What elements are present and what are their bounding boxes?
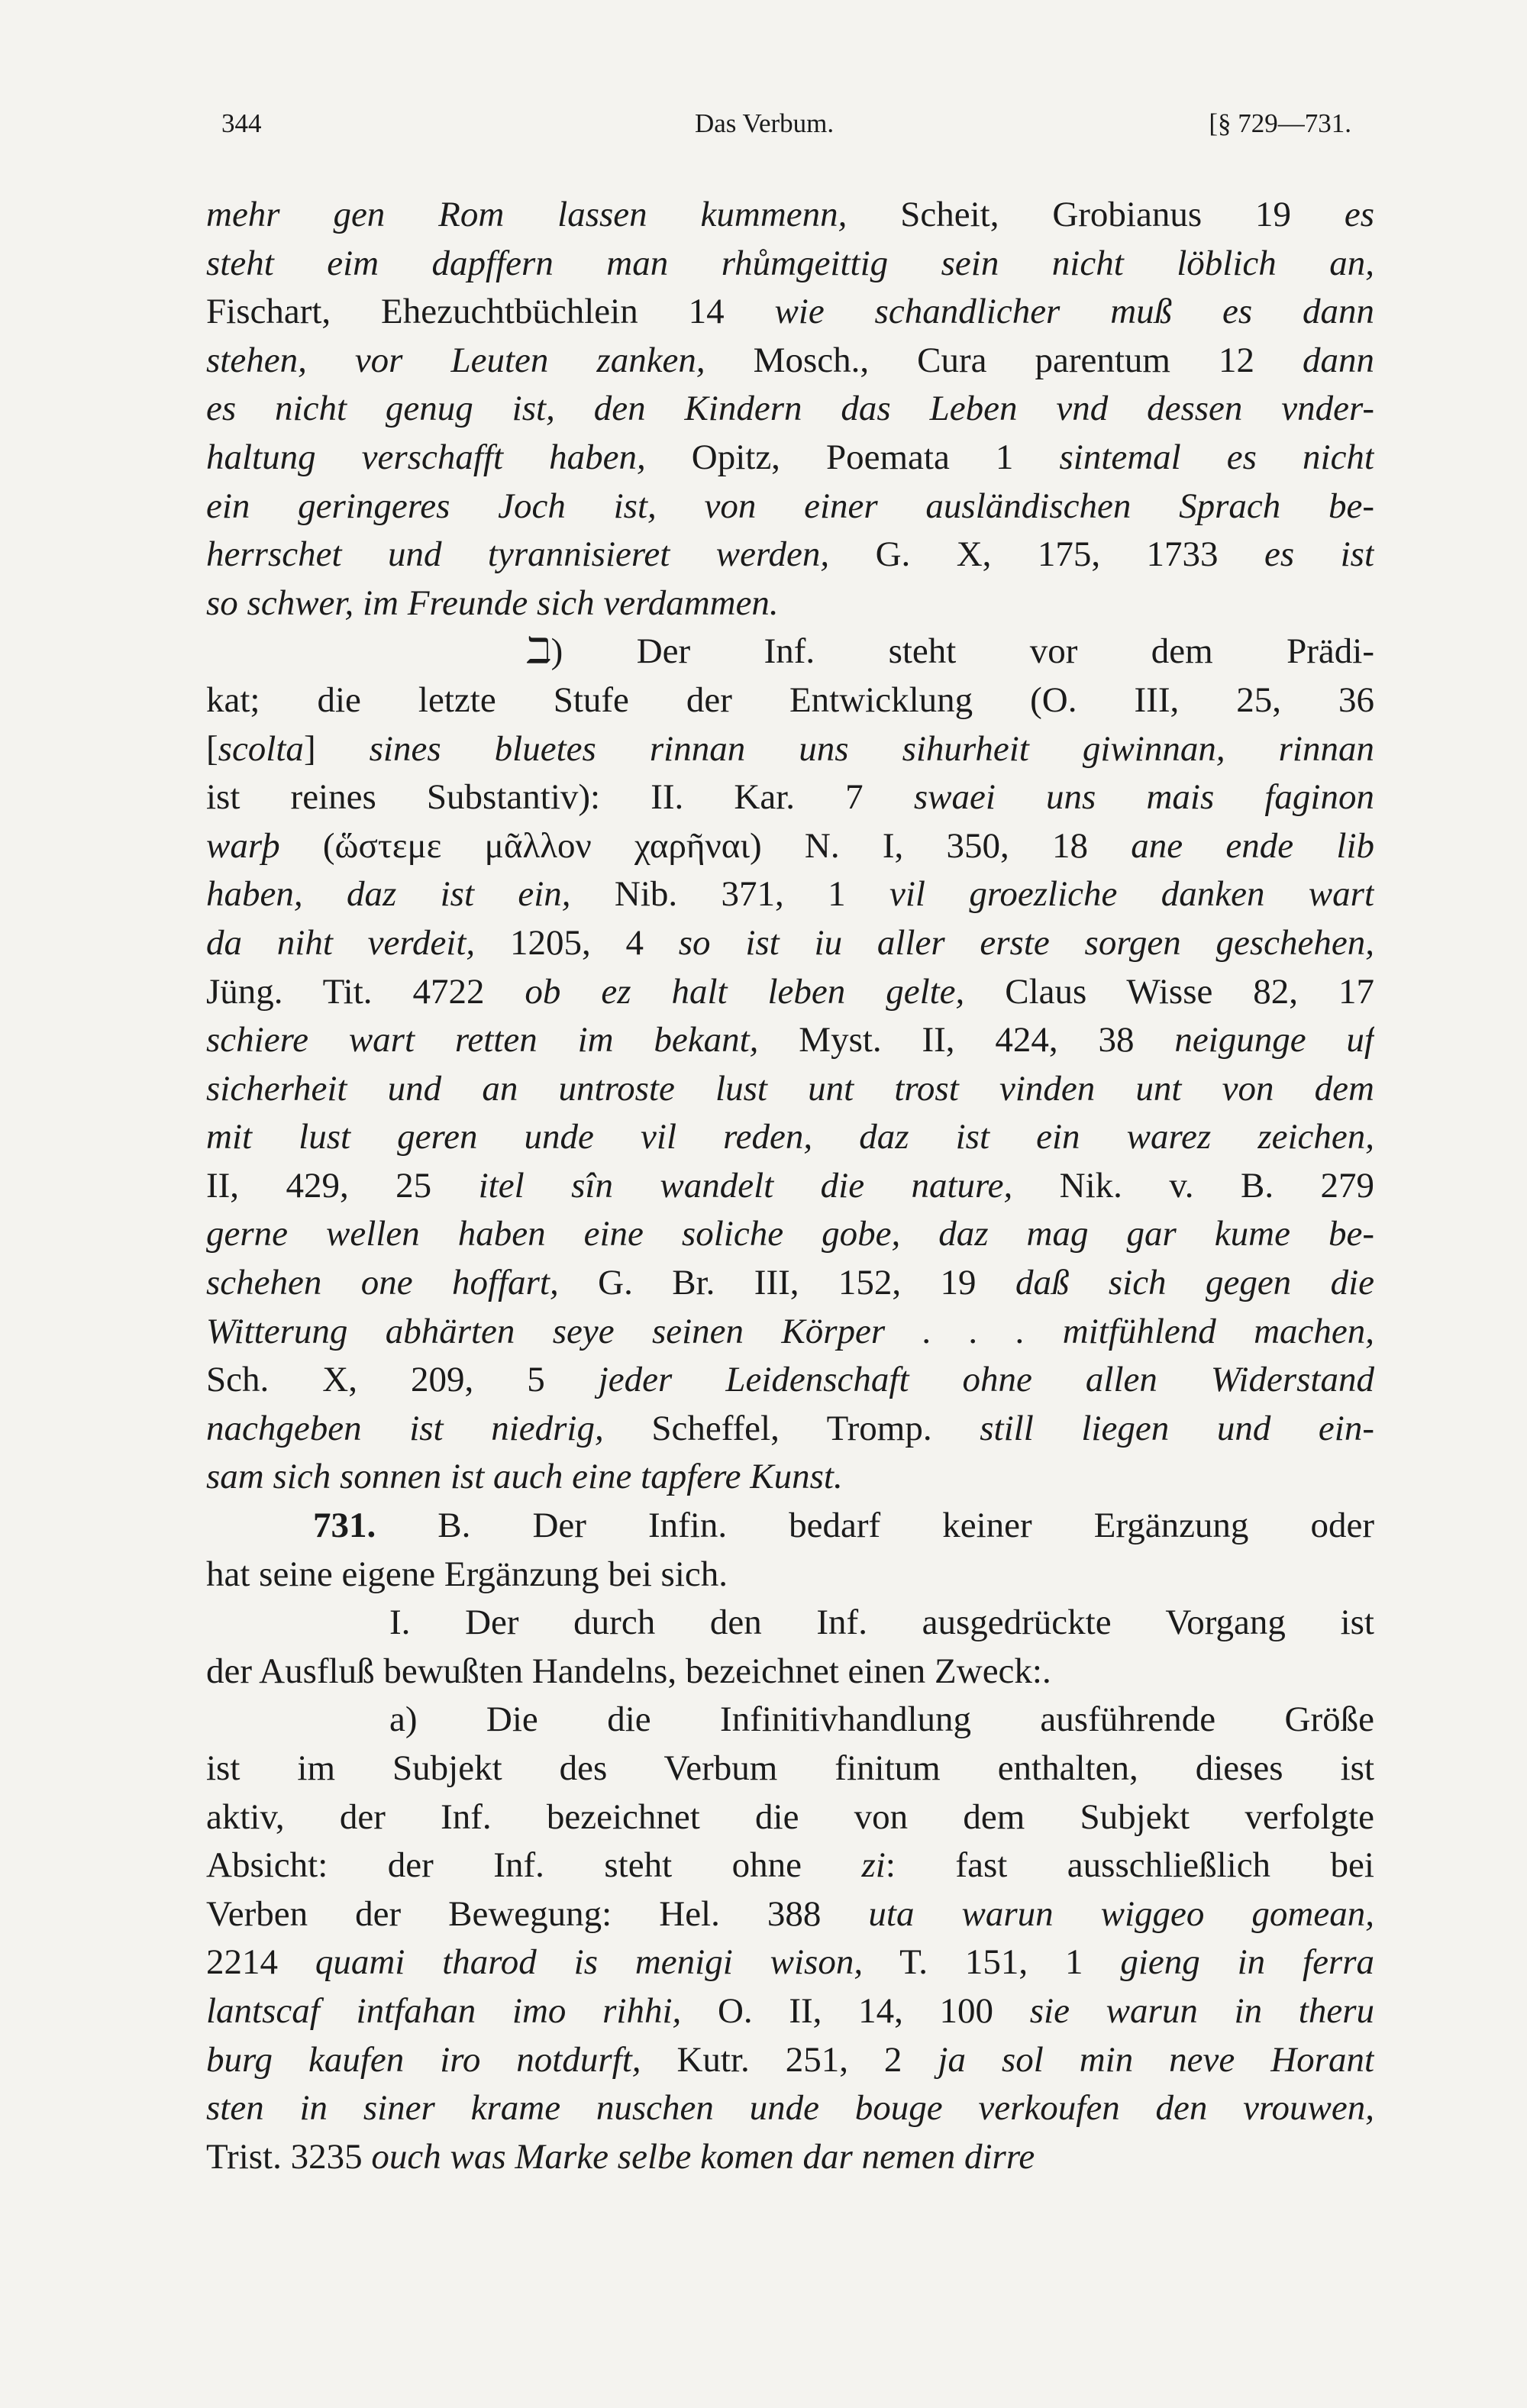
text-run: es nicht genug ist, den Kindern das Leben vnd dessen vnder- bbox=[206, 389, 1374, 429]
text-line bbox=[206, 2133, 1374, 2182]
text-line bbox=[206, 1793, 1374, 1842]
text-line bbox=[206, 628, 1374, 676]
text-run: Witterung abhärten seye seinen Körper . . . mitfühlend machen, bbox=[206, 1311, 1374, 1351]
text-run: Fischart, Ehezuchtbüchlein 14 bbox=[206, 292, 775, 332]
text-line bbox=[206, 1405, 1374, 1454]
text-line bbox=[206, 1113, 1374, 1162]
text-line bbox=[206, 1259, 1374, 1308]
text-run: Claus Wisse 82, 17 bbox=[964, 971, 1374, 1012]
text-run: es bbox=[1344, 195, 1374, 234]
text-line bbox=[206, 1016, 1374, 1065]
text-line bbox=[206, 1453, 1374, 1502]
text-run: ane ende lib bbox=[1131, 825, 1374, 866]
text-line bbox=[206, 531, 1374, 579]
text-run: Jüng. Tit. 4722 bbox=[206, 971, 525, 1012]
text-run: II, 429, 25 bbox=[206, 1165, 479, 1206]
text-run: herrschet und tyrannisieret werden, bbox=[206, 534, 830, 575]
text-line bbox=[206, 337, 1374, 386]
text-run: Opitz, Poemata 1 bbox=[645, 437, 1060, 477]
text-run: stehen, vor Leuten zanken, bbox=[206, 340, 705, 380]
text-run: T. 151, 1 bbox=[863, 1942, 1121, 1983]
running-title: Das Verbum. bbox=[695, 108, 835, 138]
text-run: mit lust geren unde vil reden, daz ist ein warez zeichen, bbox=[206, 1117, 1374, 1157]
text-line bbox=[206, 1696, 1374, 1745]
text-run: Trist. 3235 bbox=[206, 2136, 372, 2177]
text-line bbox=[206, 822, 1374, 871]
text-run: Nik. v. B. 279 bbox=[1012, 1165, 1374, 1206]
text-run: ist im Subjekt des Verbum finitum enthalten, dieses ist bbox=[206, 1748, 1374, 1788]
text-run: 731. bbox=[313, 1506, 376, 1546]
text-run: ] bbox=[303, 728, 370, 769]
text-line bbox=[206, 1890, 1374, 1939]
text-run: Mosch., Cura parentum 12 bbox=[705, 340, 1303, 380]
text-line bbox=[206, 385, 1374, 434]
text-line bbox=[206, 1308, 1374, 1357]
text-run: Myst. II, 424, 38 bbox=[758, 1020, 1175, 1060]
text-run: ein geringeres Joch ist, von einer ausländischen Sprach be- bbox=[206, 486, 1374, 526]
text-line bbox=[206, 968, 1374, 1017]
text-line bbox=[206, 1938, 1374, 1987]
section-range: [§ 729—731. bbox=[1209, 108, 1351, 138]
text-run: a) Die die Infinitivhandlung ausführende Größe bbox=[389, 1699, 1374, 1740]
text-run: so ist iu aller erste sorgen geschehen, bbox=[678, 922, 1374, 963]
text-line bbox=[206, 1502, 1374, 1551]
text-line bbox=[206, 676, 1374, 725]
text-run: nachgeben ist niedrig, bbox=[206, 1408, 604, 1448]
text-line bbox=[206, 579, 1374, 628]
text-line bbox=[206, 191, 1374, 240]
text-run: schiere wart retten im bekant, bbox=[206, 1020, 759, 1060]
text-run: still liegen und ein- bbox=[980, 1408, 1374, 1448]
text-run: [ bbox=[206, 728, 218, 769]
text-run: hat seine eigene Ergänzung bei sich. bbox=[206, 1554, 728, 1594]
text-run: O. II, 14, 100 bbox=[681, 1990, 1030, 2031]
text-run: schehen one hoffart, bbox=[206, 1263, 559, 1303]
text-run: ob ez halt leben gelte, bbox=[525, 971, 965, 1012]
text-run: sie warun in theru bbox=[1029, 1990, 1374, 2031]
text-run: Nib. 371, 1 bbox=[570, 874, 889, 915]
text-run: uta warun wiggeo gomean, bbox=[868, 1893, 1374, 1934]
text-run: steht eim dapffern man rhůmgeittig sein nicht löblich an, bbox=[206, 243, 1374, 283]
text-line bbox=[206, 1648, 1374, 1696]
text-run: sten in siner krame nuschen unde bouge verkoufen den vrouwen, bbox=[206, 2088, 1374, 2129]
text-run: sines bluetes rinnan uns sihurheit giwinnan, rinnan bbox=[369, 728, 1374, 769]
text-run: haben, daz ist ein, bbox=[206, 874, 571, 915]
text-run: mehr gen Rom lassen kummenn, bbox=[206, 195, 847, 234]
text-run: burg kaufen iro notdurft, bbox=[206, 2039, 641, 2080]
text-line bbox=[206, 1210, 1374, 1259]
page-number: 344 bbox=[221, 108, 262, 138]
text-line bbox=[206, 1162, 1374, 1211]
text-run: Scheffel, Tromp. bbox=[603, 1408, 980, 1448]
text-run: (ὥστεμε μᾶλλον χαρῆναι) N. I, 350, 18 bbox=[279, 825, 1132, 866]
text-run: daß sich gegen die bbox=[1015, 1263, 1374, 1303]
text-run: gieng in ferra bbox=[1120, 1942, 1374, 1983]
text-run: : fast ausschließlich bei bbox=[885, 1845, 1374, 1886]
text-run: 1205, 4 bbox=[475, 922, 679, 963]
text-line bbox=[206, 1356, 1374, 1405]
text-line bbox=[206, 1745, 1374, 1793]
text-line bbox=[206, 919, 1374, 968]
text-run: sintemal es nicht bbox=[1059, 437, 1374, 477]
text-run: Scheit, Grobianus 19 bbox=[847, 195, 1345, 234]
text-line bbox=[206, 870, 1374, 919]
running-header bbox=[221, 108, 1351, 154]
text-run: wie schandlicher muß es dann bbox=[774, 292, 1374, 332]
text-run: ja sol min neve Horant bbox=[938, 2039, 1374, 2080]
text-run: Sch. X, 209, 5 bbox=[206, 1360, 599, 1400]
text-run: Verben der Bewegung: Hel. 388 bbox=[206, 1893, 869, 1934]
text-run: warþ bbox=[206, 825, 280, 866]
text-run: jeder Leidenschaft ohne allen Widerstand bbox=[598, 1360, 1374, 1400]
text-run: quami tharod is menigi wison, bbox=[315, 1942, 864, 1983]
text-line bbox=[206, 1842, 1374, 1890]
text-run: itel sîn wandelt die nature, bbox=[478, 1165, 1013, 1206]
text-line bbox=[206, 1987, 1374, 2036]
text-run: kat; die letzte Stufe der Entwicklung (O. III, 25, 36 bbox=[206, 679, 1374, 720]
text-run: scolta bbox=[218, 728, 304, 769]
text-run: G. Br. III, 152, 19 bbox=[558, 1263, 1015, 1303]
text-line bbox=[206, 240, 1374, 289]
text-line bbox=[206, 1065, 1374, 1114]
text-run: der Ausfluß bewußten Handelns, bezeichnet einen Zweck:. bbox=[206, 1651, 1051, 1691]
text-line bbox=[206, 2084, 1374, 2133]
text-run: 2214 bbox=[206, 1942, 315, 1983]
text-run: da niht verdeit, bbox=[206, 922, 476, 963]
text-line bbox=[206, 725, 1374, 774]
text-run: sam sich sonnen ist auch eine tapfere Kunst. bbox=[206, 1457, 843, 1497]
text-run: Absicht: der Inf. steht ohne bbox=[206, 1845, 862, 1886]
text-run: swaei uns mais faginon bbox=[913, 777, 1374, 818]
text-line bbox=[206, 483, 1374, 531]
text-run: ist reines Substantiv): II. Kar. 7 bbox=[206, 777, 914, 818]
text-run: ℶ) Der Inf. steht vor dem Prädi- bbox=[527, 631, 1374, 672]
text-run: aktiv, der Inf. bezeichnet die von dem Subjekt verfolgte bbox=[206, 1796, 1374, 1837]
text-run: lantscaf intfahan imo rihhi, bbox=[206, 1990, 682, 2031]
text-line bbox=[206, 2036, 1374, 2085]
text-run: zi bbox=[861, 1845, 886, 1886]
text-line bbox=[206, 288, 1374, 337]
text-line bbox=[206, 434, 1374, 483]
text-run: es ist bbox=[1264, 534, 1374, 575]
text-run: B. Der Infin. bedarf keiner Ergänzung oder bbox=[376, 1506, 1374, 1546]
text-run: gerne wellen haben eine soliche gobe, daz mag gar kume be- bbox=[206, 1214, 1374, 1254]
text-run: Kutr. 251, 2 bbox=[641, 2039, 938, 2080]
text-line bbox=[206, 1551, 1374, 1599]
text-run: I. Der durch den Inf. ausgedrückte Vorgang ist bbox=[389, 1603, 1374, 1643]
text-run: G. X, 175, 1733 bbox=[829, 534, 1264, 575]
text-run: sicherheit und an untroste lust unt trost vinden unt von dem bbox=[206, 1068, 1374, 1109]
text-run: so schwer, im Freunde sich verdammen. bbox=[206, 583, 779, 623]
text-run: haltung verschafft haben, bbox=[206, 437, 646, 477]
text-run: ouch was Marke selbe komen dar nemen dirre bbox=[371, 2136, 1035, 2177]
text-run: dann bbox=[1303, 340, 1374, 380]
text-line bbox=[206, 773, 1374, 822]
text-line bbox=[206, 1599, 1374, 1648]
body-text bbox=[206, 191, 1374, 2181]
text-run: neigunge uf bbox=[1174, 1020, 1374, 1060]
text-run: vil groezliche danken wart bbox=[889, 874, 1374, 915]
